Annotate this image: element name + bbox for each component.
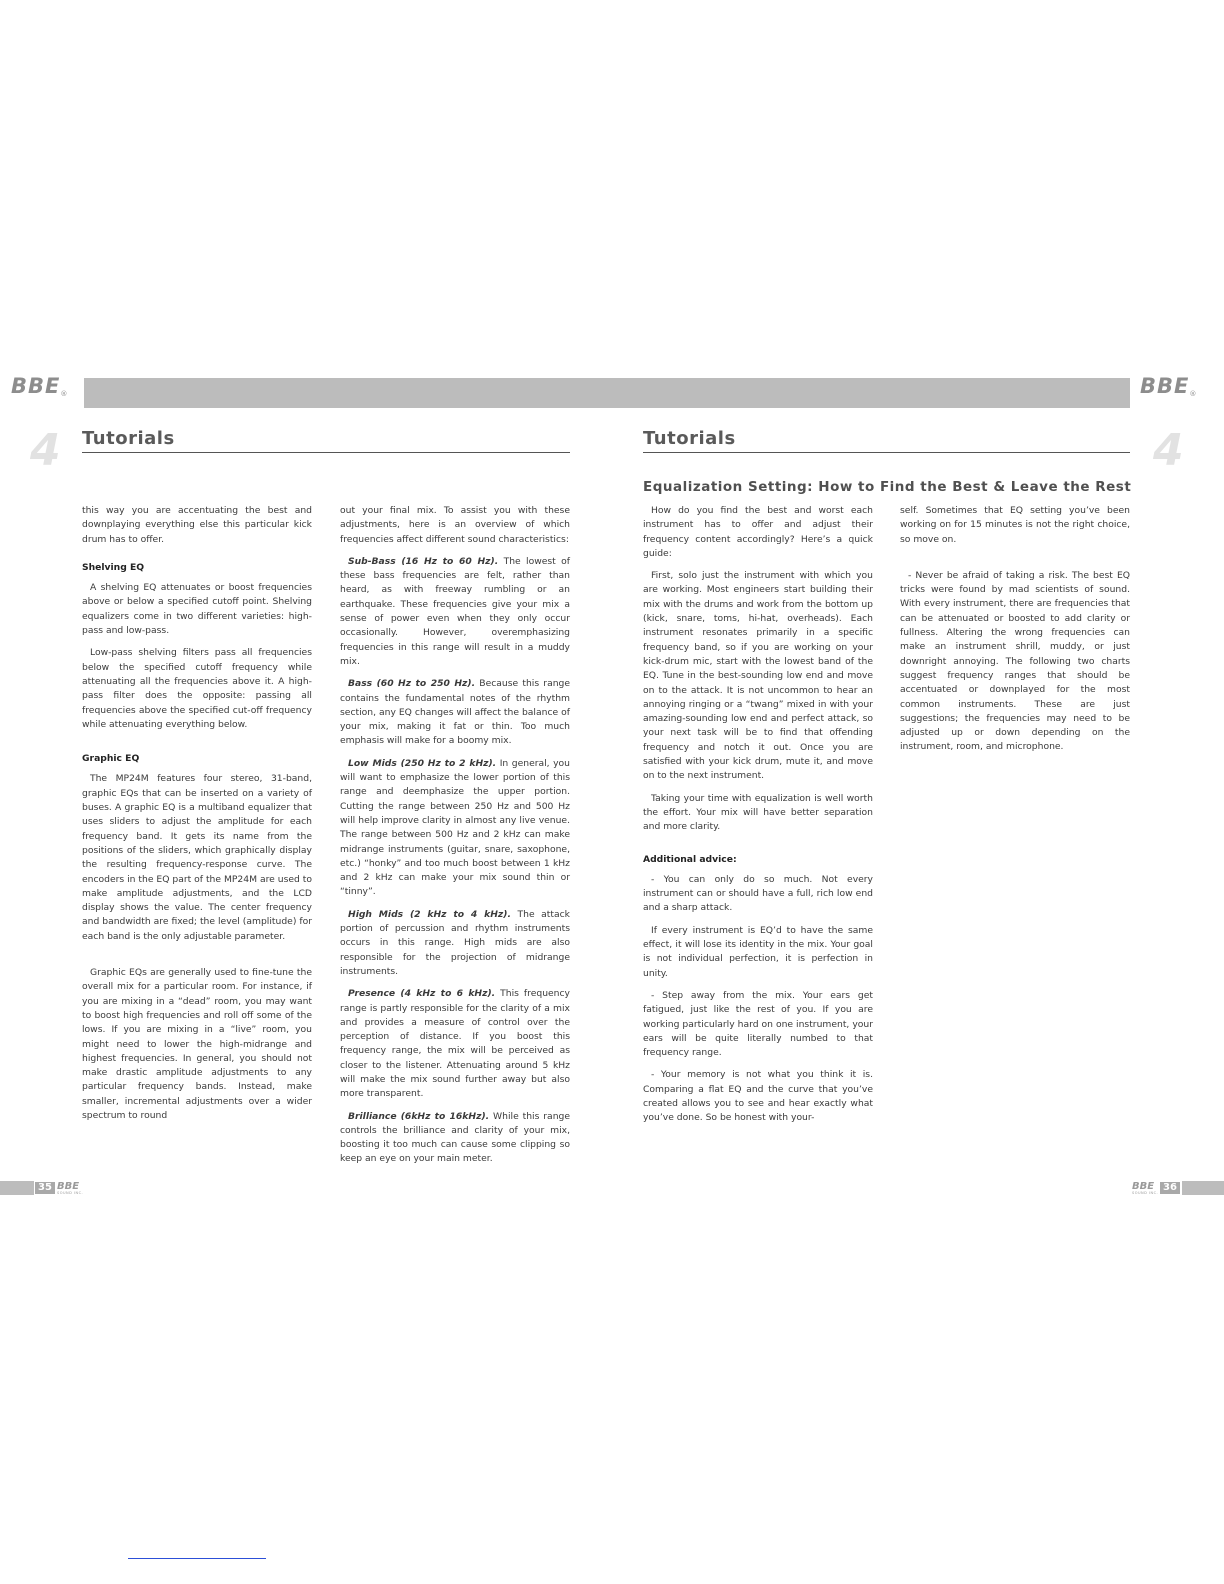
paragraph: self. Sometimes that EQ setting you’ve been working on for 15 minutes is not the right choice, so move on. [900,505,1130,545]
paragraph: - You can only do so much. Not every instrument can or should have a full, rich low end and a sharp attack. [643,873,873,914]
paragraph: - Your memory is not what you think it is. Comparing a flat EQ and the curve that you’ve created allows you to see and hear exactly what you’ve done. So be honest with your- [643,1069,873,1124]
paragraph-sub-bass: Sub-Bass (16 Hz to 60 Hz). The lowest of these bass frequencies are felt, rather than heard, as with freeway rumbling or an earthquake. These frequencies give your mix a sense of power even when they only occur occasionally. However, overemphasizing frequencies in this range will result in a muddy mix. [340,555,571,667]
section-heading-additional-advice: Additional advice: [643,853,737,865]
header-bar [84,378,1130,408]
term-bass: Bass (60 Hz to 250 Hz). [348,678,476,690]
paragraph-bass: Bass (60 Hz to 250 Hz). Because this range contains the fundamental notes of the rhythm section, any EQ changes will affect the balance of your mix, making it fat or thin. Too much emphasis will make for a boomy mix. [340,678,571,747]
footer-logo-left: BBE SOUND INC. [57,1181,84,1195]
text-column-3 [643,504,873,1134]
bottom-link-underline [128,1558,266,1559]
paragraph: Graphic EQs are generally used to fine-tune the overall mix for a particular room. For instance, if you are mixing in a “dead” room, you may want to boost high frequencies and roll off some of the lows. If you are mixing in a “live” room, you might need to lower the high-midrange and highest frequencies. In general, you should not make drastic amplitude adjustments to any particular frequency bands. Instead, make smaller, incremental adjustments over a wider spectrum to round [82,967,312,1121]
term-high-mids: High Mids (2 kHz to 4 kHz). [348,908,511,920]
bbe-logo-left: BBE® [11,374,69,398]
page-number-right: 36 [1160,1182,1180,1194]
paragraph: If every instrument is EQ’d to have the same effect, it will lose its identity in the mix. Your goal is not individual perfection, it is perfection in unity. [643,924,873,979]
paragraph: Taking your time with equalization is well worth the effort. Your mix will have better separation and more clarity. [643,792,873,833]
paragraph: How do you find the best and worst each instrument has to offer and adjust their frequency content accordingly? Here’s a quick guide: [643,505,873,559]
page-title-left: Tutorials [82,428,175,449]
section-title-equalization: Equalization Setting: How to Find the Best & Leave the Rest [643,479,1132,495]
paragraph: this way you are accentuating the best and downplaying everything else this particular kick drum has to offer. [82,505,312,545]
paragraph: out your final mix. To assist you with these adjustments, here is an overview of which frequencies affect different sound characteristics: [340,505,570,545]
page-number-left: 35 [35,1182,55,1194]
term-presence: Presence (4 kHz to 6 kHz). [348,988,496,1000]
paragraph: The MP24M features four stereo, 31-band, graphic EQs that can be inserted on a variety of buses. A graphic EQ is a multiband equalizer that uses sliders to adjust the amplitude for each frequency band. It gets its name from the positions of the sliders, which graphically display the resulting frequency-response curve. The encoders in the EQ part of the MP24M are used to make amplitude adjustments, and the LCD display shows the value. The center frequency and bandwidth are fixed; the level (amplitude) for each band is the only adjustable parameter. [82,773,312,942]
paragraph-brilliance: Brilliance (6kHz to 16kHz). While this range controls the brilliance and clarity of your mix, boosting it too much can cause some clipping so keep an eye on your main meter. [340,1110,570,1165]
chapter-number-right: 4 [1153,425,1184,476]
text-column-2 [340,504,570,1175]
paragraph: - Step away from the mix. Your ears get fatigued, just like the rest of you. If you are working particularly hard on one instrument, your ears will be quite literally numbed to that frequency range. [643,989,873,1059]
term-sub-bass: Sub-Bass (16 Hz to 60 Hz). [348,555,499,567]
page-title-right: Tutorials [643,428,736,449]
section-heading-graphic-eq: Graphic EQ [82,753,140,765]
title-rule-left [82,452,570,453]
bbe-logo-right: BBE® [1140,374,1198,398]
footer-bar-left [0,1181,34,1195]
section-heading-shelving-eq: Shelving EQ [82,561,145,573]
term-brilliance: Brilliance (6kHz to 16kHz). [348,1110,490,1122]
text-column-4 [900,504,1130,763]
paragraph: Low-pass shelving filters pass all frequencies below the specified cutoff frequency while attenuating all the frequencies above it. A high-pass filter does the opposite: passing all frequencies above the specified cut-off frequency while attenuating everything below. [82,647,312,730]
footer-logo-right: BBE SOUND INC. [1132,1181,1159,1195]
paragraph-high-mids: High Mids (2 kHz to 4 kHz). The attack portion of percussion and rhythm instruments occurs in this range. High mids are also responsible for the projection of midrange instruments. [340,908,571,977]
paragraph: First, solo just the instrument with which you are working. Most engineers start building their mix with the drums and work from the bottom up (kick, snare, toms, hi-hat, overheads). Each instrument resonates primarily in a specific frequency band, so if you are working on your kick-drum mic, start with the lowest band of the EQ. Tune in the best-sounding low end and move on to the attack. It is not uncommon to hear an annoying ringing or a “twang” mixed in with your amazing-sounding low end and perfect attack, so your next task will be to find that offending frequency and notch it out. Once you are satisfied with your kick drum, mute it, and move on to the next instrument. [643,570,873,782]
title-rule-right [643,452,1130,453]
chapter-number-left: 4 [30,425,61,476]
footer-bar-right [1182,1181,1224,1195]
term-low-mids: Low Mids (250 Hz to 2 kHz). [348,757,497,769]
paragraph: - Never be afraid of taking a risk. The best EQ tricks were found by mad scientists of sound. With every instrument, there are frequencies that can be attenuated or boosted to add clarity or fullness. Altering the wrong frequencies can make an instrument shrill, muddy, or just downright annoying. The following two charts suggest frequency ranges that should be accentuated or downplayed for the most common instruments. These are just suggestions; the frequencies may need to be adjusted up or down depending on the instrument, room, and microphone. [900,569,1130,753]
paragraph-low-mids: Low Mids (250 Hz to 2 kHz). In general, you will want to emphasize the lower portion of this range and deemphasize the upper portion. Cutting the range between 250 Hz and 500 Hz will help improve clarity in almost any live venue. The range between 500 Hz and 2 kHz can make midrange instruments (guitar, snare, saxophone, etc.) “honky” and too much boost between 1 kHz and 2 kHz can make your mix sound thin or “tinny”. [340,757,571,898]
text-column-1 [82,504,312,1131]
paragraph: A shelving EQ attenuates or boost frequencies above or below a specified cutoff point. Shelving equalizers come in two different varieties: high-pass and low-pass. [82,582,312,637]
paragraph-presence: Presence (4 kHz to 6 kHz). This frequency range is partly responsible for the clarity of a mix and provides a measure of control over the perception of distance. If you boost this frequency range, the mix will be perceived as closer to the listener. Attenuating around 5 kHz will make the mix sound further away but also more transparent. [340,988,570,1100]
